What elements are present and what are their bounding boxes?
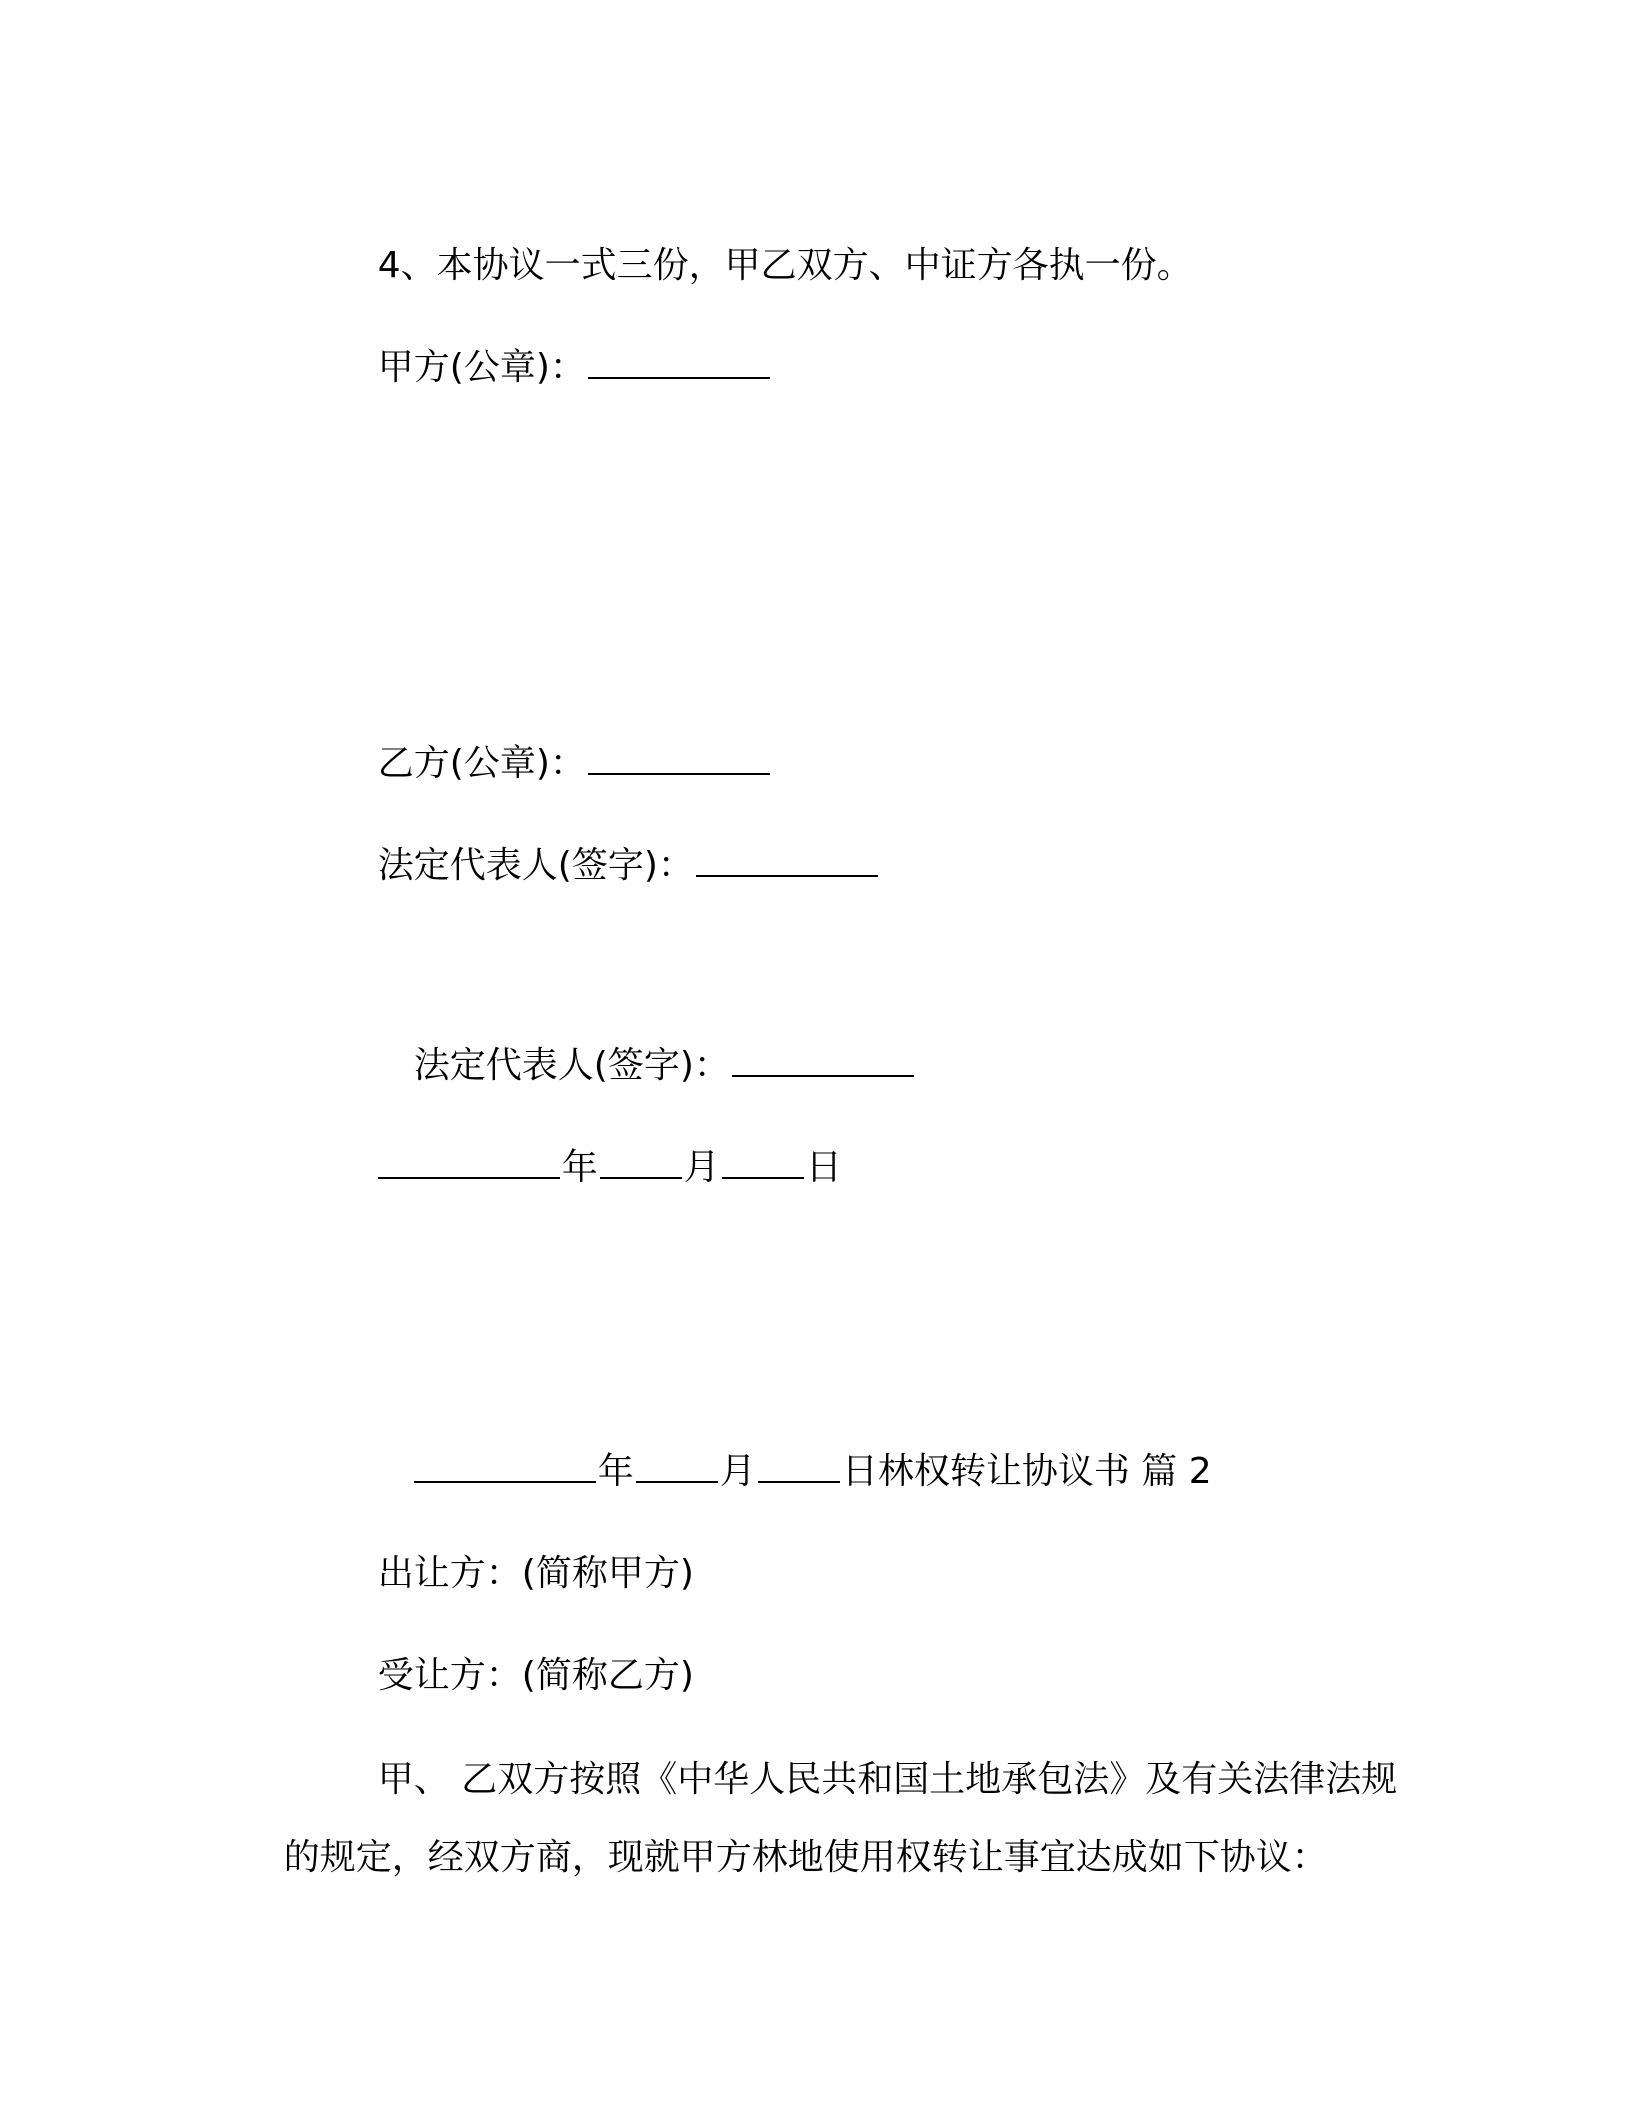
heading-month-blank <box>636 1451 718 1483</box>
heading-day-blank <box>758 1451 840 1483</box>
transferor-label: 出让方： <box>377 1553 522 1594</box>
date-month-blank <box>600 1147 682 1179</box>
intro-paragraph-line-2 <box>238 1786 1328 1930</box>
heading-month-label: 月 <box>719 1451 756 1492</box>
heading-year-blank <box>414 1451 596 1483</box>
date-year-label: 年 <box>561 1147 598 1188</box>
party-b-seal-label: 乙方(公章)： <box>377 743 586 784</box>
clause-4-text: 4、本协议一式三份，甲乙双方、中证方各执一份。 <box>377 245 1193 286</box>
date-day-blank <box>722 1147 804 1179</box>
transferee-note: (简称乙方) <box>521 1655 694 1696</box>
legal-rep-blank-2 <box>732 1045 914 1077</box>
heading-year-label: 年 <box>597 1451 634 1492</box>
date-month-label: 月 <box>683 1147 720 1188</box>
transferee-label: 受让方： <box>377 1655 522 1696</box>
party-a-seal-label: 甲方(公章)： <box>377 347 586 388</box>
legal-rep-blank-1 <box>696 845 878 877</box>
transferor-note: (简称甲方) <box>521 1553 694 1594</box>
date-line <box>332 1096 842 1240</box>
legal-rep-label-2: 法定代表人(签字)： <box>413 1045 730 1086</box>
intro-line-2: 的规定，经双方商，现就甲方林地使用权转让事宜达成如下协议： <box>283 1837 1328 1878</box>
legal-rep-label-1: 法定代表人(签字)： <box>377 845 694 886</box>
intro-line-1: 甲、 乙双方按照《中华人民共和国土地承包法》及有关法律法规 <box>377 1759 1398 1800</box>
date-year-blank <box>378 1147 560 1179</box>
party-a-seal-line <box>332 296 772 440</box>
heading-title: 日林权转让协议书 篇 2 <box>841 1451 1212 1492</box>
legal-rep-line-1 <box>332 794 880 938</box>
party-a-seal-blank <box>588 347 770 379</box>
date-day-label: 日 <box>805 1147 842 1188</box>
party-b-seal-blank <box>588 743 770 775</box>
